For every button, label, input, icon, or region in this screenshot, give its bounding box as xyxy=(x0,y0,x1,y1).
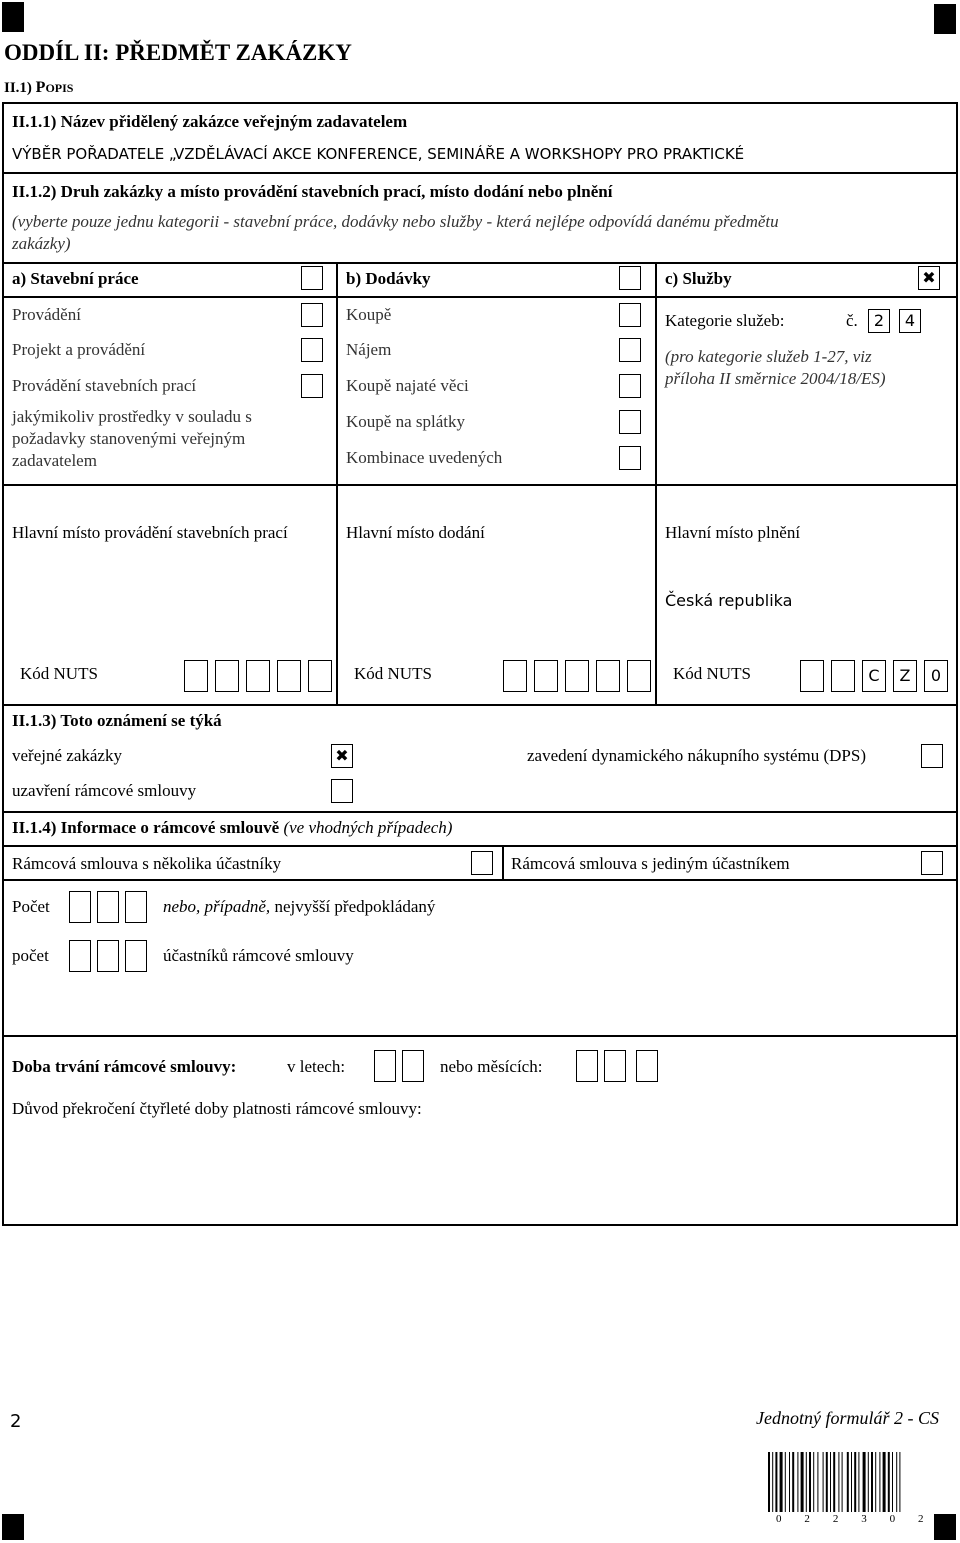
participants-count-box[interactable] xyxy=(97,891,119,923)
supplies-item: Kombinace uvedených xyxy=(346,448,503,467)
column-divider xyxy=(336,262,338,484)
concerns-label: II.1.3) Toto oznámení se týká xyxy=(12,711,222,730)
services-header: c) Služby xyxy=(665,269,732,288)
works-nuts-box[interactable] xyxy=(308,660,332,692)
barcode-bar xyxy=(871,1452,873,1512)
works-design-execution-checkbox[interactable] xyxy=(301,338,323,362)
divider xyxy=(2,484,958,486)
contract-name-label: II.1.1) Název přidělený zakázce veřejným zadavatelem xyxy=(12,112,408,131)
barcode-bar xyxy=(875,1452,876,1512)
supplies-nuts-box[interactable] xyxy=(627,660,651,692)
contract-type-note: (vyberte pouze jednu kategorii - stavební práce, dodávky nebo služby - která nejlépe odpovídá danému předmětu xyxy=(12,212,779,231)
works-header: a) Stavební práce xyxy=(12,269,139,288)
service-category-digit-box[interactable]: 2 xyxy=(868,309,890,333)
barcode-digit: 0 xyxy=(889,1513,896,1525)
supplies-item: Koupě na splátky xyxy=(346,412,465,431)
barcode-bar xyxy=(868,1452,869,1512)
works-realisation-note: jakýmikoliv prostředky v souladu s požadavky stanovenými veřejným zadavatelem xyxy=(12,407,252,470)
barcode-bar xyxy=(833,1452,835,1512)
duration-label: Doba trvání rámcové smlouvy: xyxy=(12,1057,237,1076)
barcode-bar xyxy=(888,1452,890,1512)
supplies-nuts-box[interactable] xyxy=(596,660,620,692)
duration-years-box[interactable] xyxy=(374,1050,396,1082)
barcode-digit: 1 xyxy=(946,1513,952,1525)
barcode-bar xyxy=(830,1452,831,1512)
barcode-bar xyxy=(863,1452,866,1512)
duration-years-box[interactable] xyxy=(402,1050,424,1082)
corner-marker-top-left xyxy=(2,2,24,32)
barcode-bar xyxy=(780,1452,783,1512)
works-nuts-box[interactable] xyxy=(246,660,270,692)
barcode-bar xyxy=(813,1452,814,1512)
participants-max-box[interactable] xyxy=(69,940,91,972)
barcode-digit: 0 xyxy=(776,1513,782,1525)
works-item: Projekt a provádění xyxy=(12,340,146,359)
works-nuts-box[interactable] xyxy=(277,660,301,692)
barcode-digit: 2 xyxy=(832,1513,839,1525)
dps-checkbox[interactable] xyxy=(921,744,943,768)
barcode-bar xyxy=(809,1452,811,1512)
barcode-bar xyxy=(817,1452,818,1512)
duration-months-box[interactable] xyxy=(636,1050,658,1082)
framework-label: uzavření rámcové smlouvy xyxy=(12,781,197,800)
supplies-lease-checkbox[interactable] xyxy=(619,338,641,362)
duration-months-box[interactable] xyxy=(604,1050,626,1082)
framework-single-checkbox[interactable] xyxy=(921,851,943,875)
services-checkbox-checked[interactable] xyxy=(918,266,940,290)
barcode-bar xyxy=(768,1452,770,1512)
contract-type-note-2: zakázky) xyxy=(12,234,71,253)
divider xyxy=(2,879,958,881)
supplies-item: Koupě xyxy=(346,305,392,324)
works-realisation-checkbox[interactable] xyxy=(301,374,323,398)
services-place-label: Hlavní místo plnění xyxy=(665,523,801,542)
participants-max-box[interactable] xyxy=(125,940,147,972)
participants-max-label: počet xyxy=(12,946,49,965)
barcode-bar xyxy=(883,1452,886,1512)
page-number: 2 xyxy=(10,1411,22,1432)
works-checkbox[interactable] xyxy=(301,266,323,290)
divider xyxy=(2,296,958,298)
barcode-bar xyxy=(858,1452,859,1512)
dps-label: zavedení dynamického nákupního systému (DPS) xyxy=(527,746,866,765)
service-category-no: č. xyxy=(846,311,858,330)
barcode-bar xyxy=(842,1452,843,1512)
duration-years-label: v letech: xyxy=(287,1057,346,1076)
column-divider xyxy=(502,845,504,879)
barcode-bar xyxy=(879,1452,880,1512)
contract-type-label: II.1.2) Druh zakázky a místo provádění stavebních prací, místo dodání nebo plnění xyxy=(12,182,613,201)
duration-months-box[interactable] xyxy=(576,1050,598,1082)
service-category-digit-box[interactable]: 4 xyxy=(899,309,921,333)
divider xyxy=(2,1035,958,1037)
supplies-header: b) Dodávky xyxy=(346,269,431,288)
participants-max-box[interactable] xyxy=(97,940,119,972)
supplies-nuts-label: Kód NUTS xyxy=(354,664,432,683)
barcode-bar xyxy=(838,1452,839,1512)
services-nuts-box[interactable] xyxy=(831,660,855,692)
supplies-combination-checkbox[interactable] xyxy=(619,446,641,470)
barcode-bar xyxy=(797,1452,798,1512)
works-nuts-box[interactable] xyxy=(184,660,208,692)
services-nuts-box[interactable]: Z xyxy=(893,660,917,692)
barcode-digit: 2 xyxy=(918,1513,924,1525)
barcode-bar xyxy=(785,1452,786,1512)
divider xyxy=(2,704,958,706)
barcode-bar xyxy=(847,1452,849,1512)
framework-multi-checkbox[interactable] xyxy=(471,851,493,875)
barcode-digit: 3 xyxy=(861,1513,867,1525)
barcode-bar xyxy=(772,1452,773,1512)
services-place-value[interactable]: Česká republika xyxy=(665,591,793,610)
works-nuts-label: Kód NUTS xyxy=(20,664,98,683)
supplies-purchase-checkbox[interactable] xyxy=(619,303,641,327)
framework-single-label: Rámcová smlouva s jediným účastníkem xyxy=(511,854,790,873)
barcode-bar xyxy=(775,1452,777,1512)
framework-info-label: II.1.4) Informace o rámcové smlouvě (ve vhodných případech) xyxy=(12,818,453,837)
barcode-bar xyxy=(854,1452,856,1512)
divider xyxy=(2,845,958,847)
participants-count-label: Počet xyxy=(12,897,50,916)
participants-text: účastníků rámcové smlouvy xyxy=(163,946,354,965)
works-execution-checkbox[interactable] xyxy=(301,303,323,327)
supplies-hire-purchase-checkbox[interactable] xyxy=(619,410,641,434)
services-nuts-label: Kód NUTS xyxy=(673,664,751,683)
contract-name-value[interactable]: VÝBĚR POŘADATELE „VZDĚLÁVACÍ AKCE KONFERENCE, SEMINÁŘE A WORKSHOPY PRO PRAKTICKÉ xyxy=(12,145,745,163)
works-nuts-box[interactable] xyxy=(215,660,239,692)
framework-multi-label: Rámcová smlouva s několika účastníky xyxy=(12,854,282,873)
supplies-rental-checkbox[interactable] xyxy=(619,374,641,398)
duration-reason-label: Důvod překročení čtyřleté doby platnosti rámcové smlouvy: xyxy=(12,1099,422,1118)
barcode-digit: 2 xyxy=(804,1513,810,1525)
corner-marker-bottom-left xyxy=(2,1514,24,1540)
participants-count-box[interactable] xyxy=(125,891,147,923)
column-divider xyxy=(336,484,338,706)
supplies-nuts-box[interactable] xyxy=(534,660,558,692)
services-nuts-box[interactable]: 0 xyxy=(924,660,948,692)
works-place-label: Hlavní místo provádění stavebních prací xyxy=(12,523,288,542)
max-expected-text: nebo, případně, nejvyšší předpokládaný xyxy=(163,897,436,916)
public-contract-checkbox-checked[interactable] xyxy=(331,744,353,768)
service-category-label: Kategorie služeb: xyxy=(665,311,785,330)
supplies-nuts-box[interactable] xyxy=(503,660,527,692)
barcode-bar xyxy=(892,1452,893,1512)
service-category-note: (pro kategorie služeb 1-27, viz xyxy=(665,347,872,366)
column-divider xyxy=(655,484,657,706)
column-divider xyxy=(655,262,657,484)
supplies-place-label: Hlavní místo dodání xyxy=(346,523,485,542)
barcode-bar xyxy=(896,1452,897,1512)
section-title: ODDÍL II: PŘEDMĚT ZAKÁZKY xyxy=(4,40,352,65)
barcode-bar xyxy=(792,1452,794,1512)
duration-months-label: nebo měsících: xyxy=(440,1057,543,1076)
subsection-description: II.1) POPIS xyxy=(4,79,74,96)
works-item: Provádění xyxy=(12,305,81,324)
framework-checkbox[interactable] xyxy=(331,779,353,803)
works-item: Provádění stavebních prací xyxy=(12,376,197,395)
supplies-item: Koupě najaté věci xyxy=(346,376,469,395)
supplies-nuts-box[interactable] xyxy=(565,660,589,692)
participants-count-box[interactable] xyxy=(69,891,91,923)
barcode-bar xyxy=(823,1452,824,1512)
services-nuts-box[interactable]: C xyxy=(862,660,886,692)
supplies-checkbox[interactable] xyxy=(619,266,641,290)
divider xyxy=(2,172,958,174)
corner-marker-top-right xyxy=(934,4,956,34)
barcode-bar xyxy=(789,1452,790,1512)
divider xyxy=(2,811,958,813)
barcode-digits xyxy=(776,1513,952,1525)
service-category-note: příloha II směrnice 2004/18/ES) xyxy=(665,369,886,388)
divider xyxy=(2,262,958,264)
services-nuts-box[interactable] xyxy=(800,660,824,692)
form-name: Jednotný formulář 2 - CS xyxy=(756,1408,939,1428)
barcode-bar xyxy=(806,1452,807,1512)
barcode xyxy=(768,1452,954,1512)
public-contract-label: veřejné zakázky xyxy=(12,746,122,765)
barcode-bar xyxy=(851,1452,852,1512)
barcode-bar xyxy=(826,1452,828,1512)
barcode-bar xyxy=(801,1452,804,1512)
barcode-bar xyxy=(899,1452,900,1512)
supplies-item: Nájem xyxy=(346,340,392,359)
